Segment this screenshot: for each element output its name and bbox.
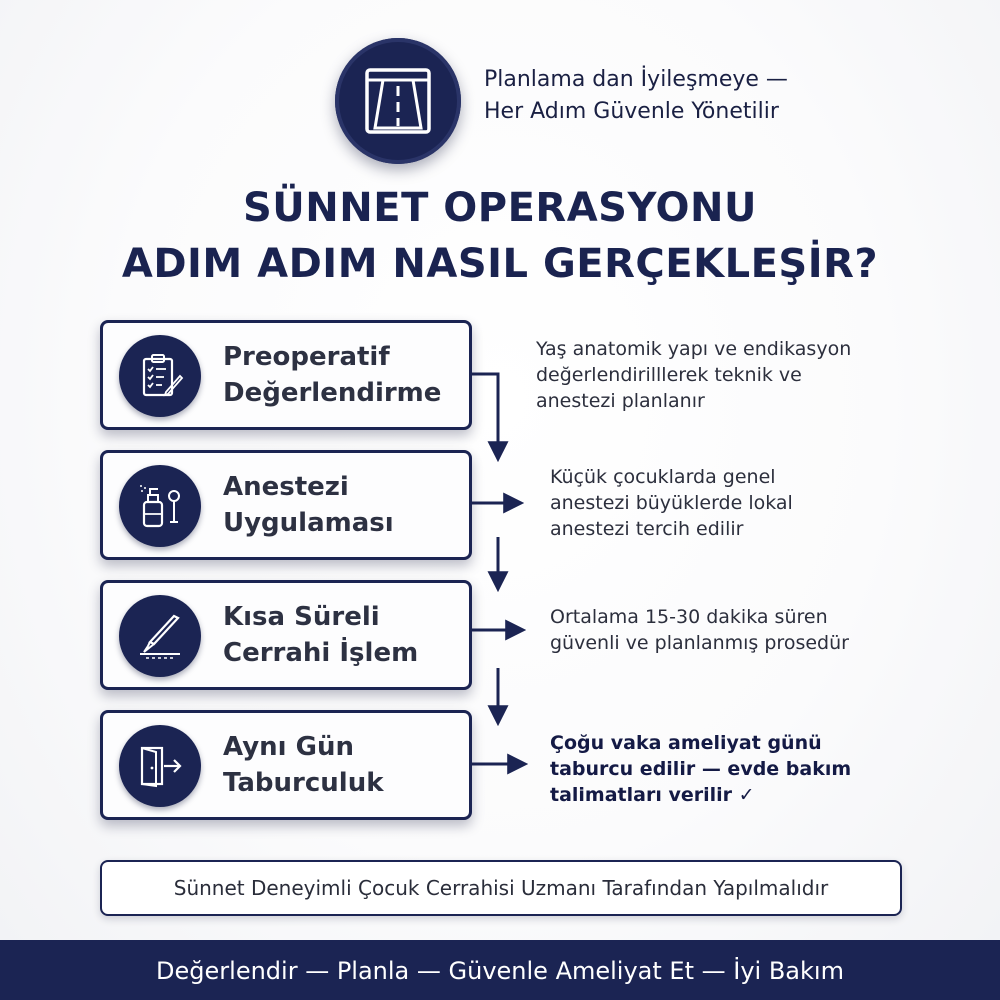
- step-card-surgery: [100, 580, 472, 690]
- step-card-anesthesia: [100, 450, 472, 560]
- step-description-surgery: [550, 604, 849, 656]
- step-description-preoperative: [536, 336, 851, 414]
- step-label: [223, 469, 468, 541]
- tagline-line-2: Her Adım Güvenle Yönetilir: [484, 99, 779, 124]
- step-label-line-2: Uygulaması: [223, 508, 394, 538]
- description-line: değerlendirilllerek teknik ve: [536, 364, 802, 386]
- step-icon-badge: [119, 725, 201, 807]
- step-description-anesthesia: [550, 464, 793, 542]
- step-label-line-1: Preoperatif: [223, 342, 390, 372]
- exit-door-icon: [136, 742, 184, 790]
- description-line: güvenli ve planlanmış prosedür: [550, 632, 849, 654]
- step-label-line-1: Aynı Gün: [223, 732, 354, 762]
- step-label-line-2: Değerlendirme: [223, 378, 442, 408]
- scalpel-icon: [136, 612, 184, 660]
- step-label: [223, 729, 468, 801]
- specialist-note: Sünnet Deneyimli Çocuk Cerrahisi Uzmanı Tarafından Yapılmalıdır: [100, 860, 902, 916]
- anesthesia-bottle-icon: [136, 482, 184, 530]
- footer-banner: Değerlendir — Planla — Güvenle Ameliyat Et — İyi Bakım: [0, 940, 1000, 1000]
- step-icon-badge: [119, 465, 201, 547]
- step-icon-badge: [119, 595, 201, 677]
- step-card-discharge: [100, 710, 472, 820]
- step-label-line-1: Anestezi: [223, 472, 349, 502]
- description-line: anestezi büyüklerde lokal: [550, 492, 793, 514]
- title-line-1: SÜNNET OPERASYONU: [243, 185, 757, 231]
- clipboard-checklist-icon: [136, 352, 184, 400]
- step-description-discharge: [550, 730, 851, 808]
- description-line: anestezi tercih edilir: [550, 518, 744, 540]
- step-label-line-1: Kısa Süreli: [223, 602, 380, 632]
- description-line: Küçük çocuklarda genel: [550, 466, 776, 488]
- description-line: anestezi planlanır: [536, 390, 705, 412]
- step-label-line-2: Cerrahi İşlem: [223, 638, 419, 668]
- description-line: Ortalama 15-30 dakika süren: [550, 606, 828, 628]
- step-label: [223, 339, 468, 411]
- description-line: taburcu edilir — evde bakım: [550, 758, 852, 780]
- step-label-line-2: Taburculuk: [223, 768, 384, 798]
- step-icon-badge: [119, 335, 201, 417]
- title-line-2: ADIM ADIM NASIL GERÇEKLEŞİR?: [121, 241, 879, 287]
- connector-step1-to-step2: [472, 374, 498, 458]
- step-card-preoperative: [100, 320, 472, 430]
- tagline-line-1: Planlama dan İyileşmeye —: [484, 67, 788, 92]
- step-label: [223, 599, 468, 671]
- description-line: Çoğu vaka ameliyat günü: [550, 732, 822, 754]
- description-line: Yaş anatomik yapı ve endikasyon: [536, 338, 852, 360]
- description-line: talimatları verilir ✓: [550, 784, 755, 806]
